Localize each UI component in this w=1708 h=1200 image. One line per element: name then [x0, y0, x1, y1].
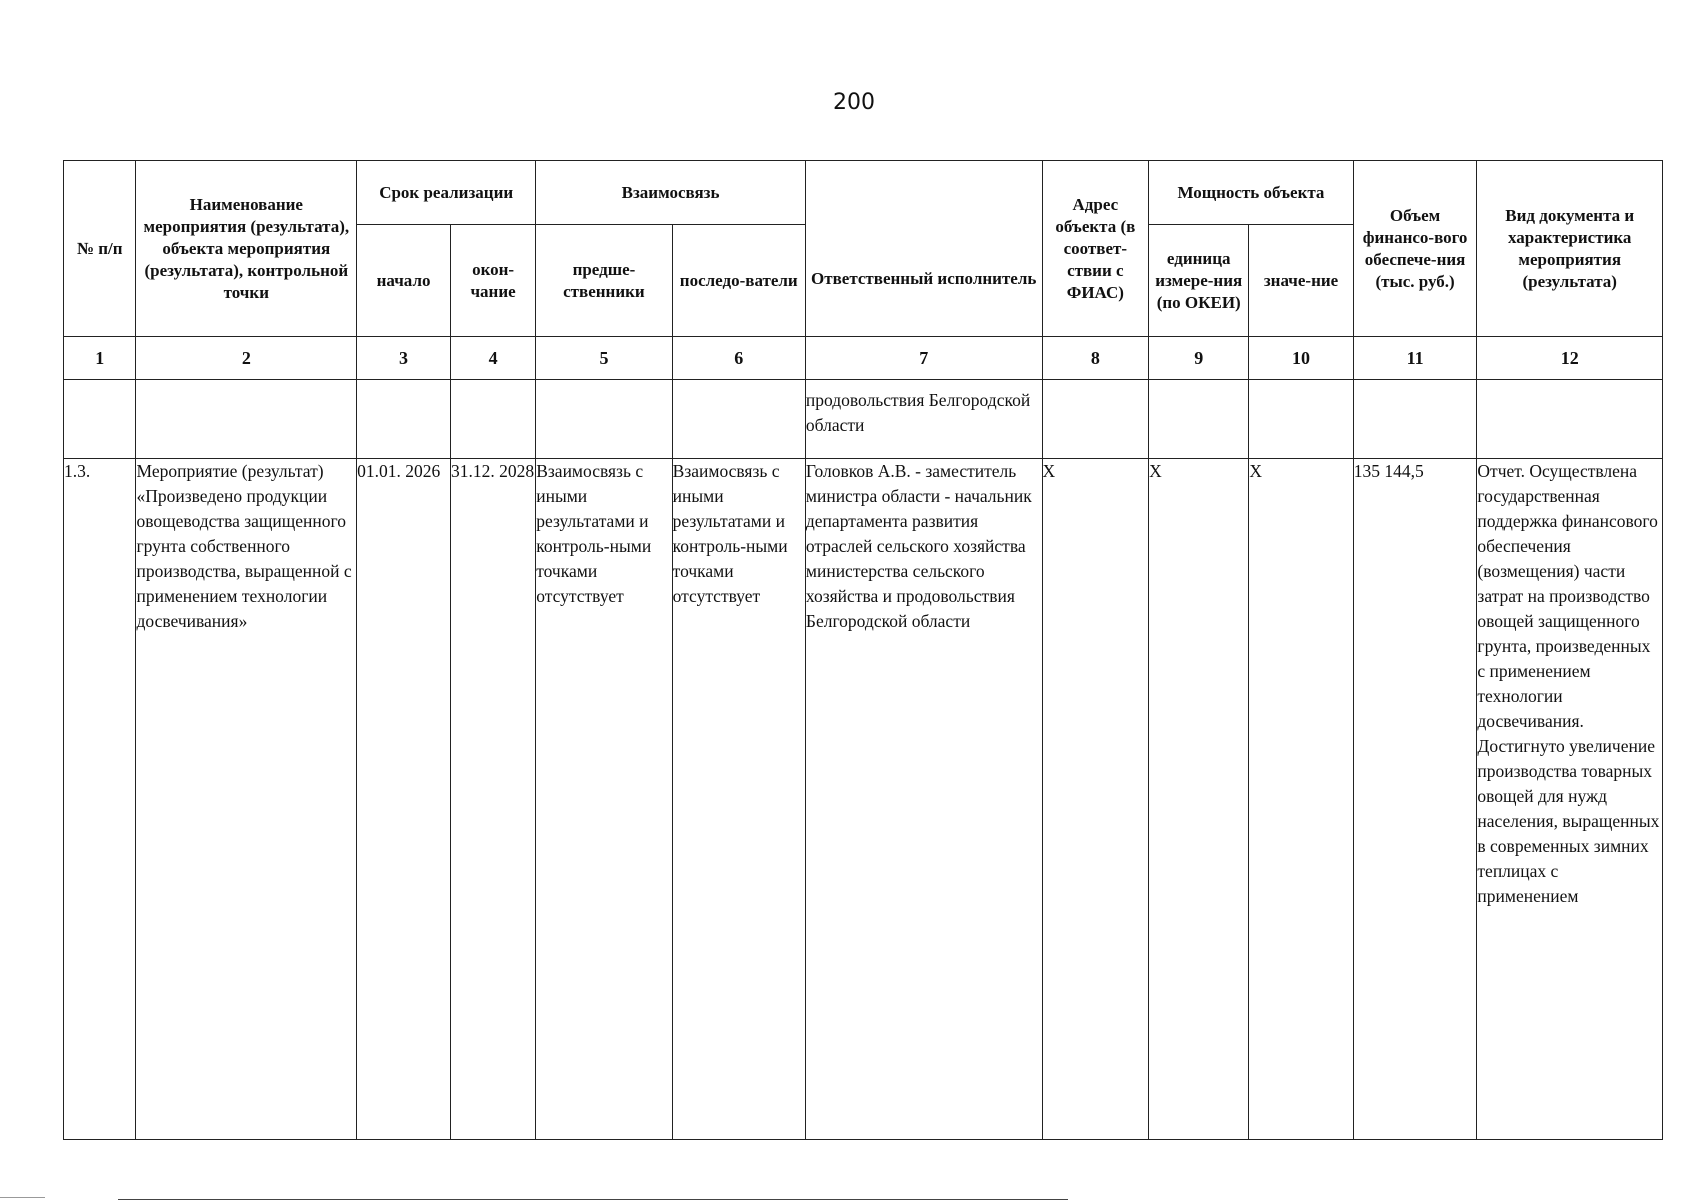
column-number: 9	[1149, 337, 1249, 380]
table-row	[64, 459, 1663, 1140]
column-number: 1	[64, 337, 136, 380]
page-number: 200	[833, 90, 875, 115]
row-unit: X	[1149, 459, 1249, 1140]
header-name: Наименование мероприятия (результата), объекта мероприятия (результата), контрольной точки	[136, 161, 357, 337]
column-number: 6	[672, 337, 805, 380]
column-number: 5	[536, 337, 672, 380]
empty-cell	[672, 380, 805, 459]
row-value: X	[1249, 459, 1353, 1140]
scan-mark	[0, 1197, 45, 1198]
header-end: окон-чание	[450, 225, 535, 337]
empty-cell	[1042, 380, 1149, 459]
column-number: 4	[450, 337, 535, 380]
header-num: № п/п	[64, 161, 136, 337]
activity-table	[63, 160, 1663, 1140]
header-capacity: Мощность объекта	[1149, 161, 1354, 225]
column-number: 10	[1249, 337, 1353, 380]
empty-cell	[1477, 380, 1663, 459]
row-address: X	[1042, 459, 1149, 1140]
column-number: 3	[357, 337, 451, 380]
row-name: Мероприятие (результат) «Произведено продукции овощеводства защищенного грунта собственного производства, выращенной с применением технологии досвечивания»	[136, 459, 357, 1140]
continuation-row	[64, 380, 1663, 459]
header-start: начало	[357, 225, 451, 337]
column-number: 11	[1353, 337, 1477, 380]
column-number: 8	[1042, 337, 1149, 380]
header-responsible: Ответственный исполнитель	[805, 161, 1042, 337]
header-row-1	[64, 161, 1663, 225]
row-predecessors: Взаимосвязь с иными результатами и контроль-ными точками отсутствует	[536, 459, 672, 1140]
header-address: Адрес объекта (в соответ-ствии с ФИАС)	[1042, 161, 1149, 337]
empty-cell	[357, 380, 451, 459]
column-number-row	[64, 337, 1663, 380]
row-document: Отчет. Осуществлена государственная поддержка финансового обеспечения (возмещения) части затрат на производство овощей защищенного грунта, произведенных с применением технологии досвечивания. Достигнуто увеличение производства товарных овощей для нужд населения, выращенных в современных зимних теплицах с применением	[1477, 459, 1663, 1140]
column-number: 12	[1477, 337, 1663, 380]
header-successors: последо-ватели	[672, 225, 805, 337]
column-number: 2	[136, 337, 357, 380]
header-document: Вид документа и характеристика мероприятия (результата)	[1477, 161, 1663, 337]
header-value: значе-ние	[1249, 225, 1353, 337]
empty-cell	[450, 380, 535, 459]
empty-cell	[136, 380, 357, 459]
empty-cell	[1353, 380, 1477, 459]
row-number: 1.3.	[64, 459, 136, 1140]
header-unit: единица измере-ния (по ОКЕИ)	[1149, 225, 1249, 337]
empty-cell	[1149, 380, 1249, 459]
empty-cell	[536, 380, 672, 459]
header-period: Срок реализации	[357, 161, 536, 225]
header-finance: Объем финансо-вого обеспече-ния (тыс. руб.)	[1353, 161, 1477, 337]
row-responsible: Головков А.В. - заместитель министра области - начальник департамента развития отраслей сельского хозяйства министерства сельского хозяйства и продовольствия Белгородской области	[805, 459, 1042, 1140]
column-number: 7	[805, 337, 1042, 380]
row-start-date: 01.01. 2026	[357, 459, 451, 1140]
header-link: Взаимосвязь	[536, 161, 806, 225]
row-end-date: 31.12. 2028	[450, 459, 535, 1140]
row-successors: Взаимосвязь с иными результатами и контроль-ными точками отсутствует	[672, 459, 805, 1140]
header-predecessors: предше-ственники	[536, 225, 672, 337]
row-finance: 135 144,5	[1353, 459, 1477, 1140]
empty-cell	[1249, 380, 1353, 459]
empty-cell	[64, 380, 136, 459]
continuation-responsible: продовольствия Белгородской области	[805, 380, 1042, 459]
